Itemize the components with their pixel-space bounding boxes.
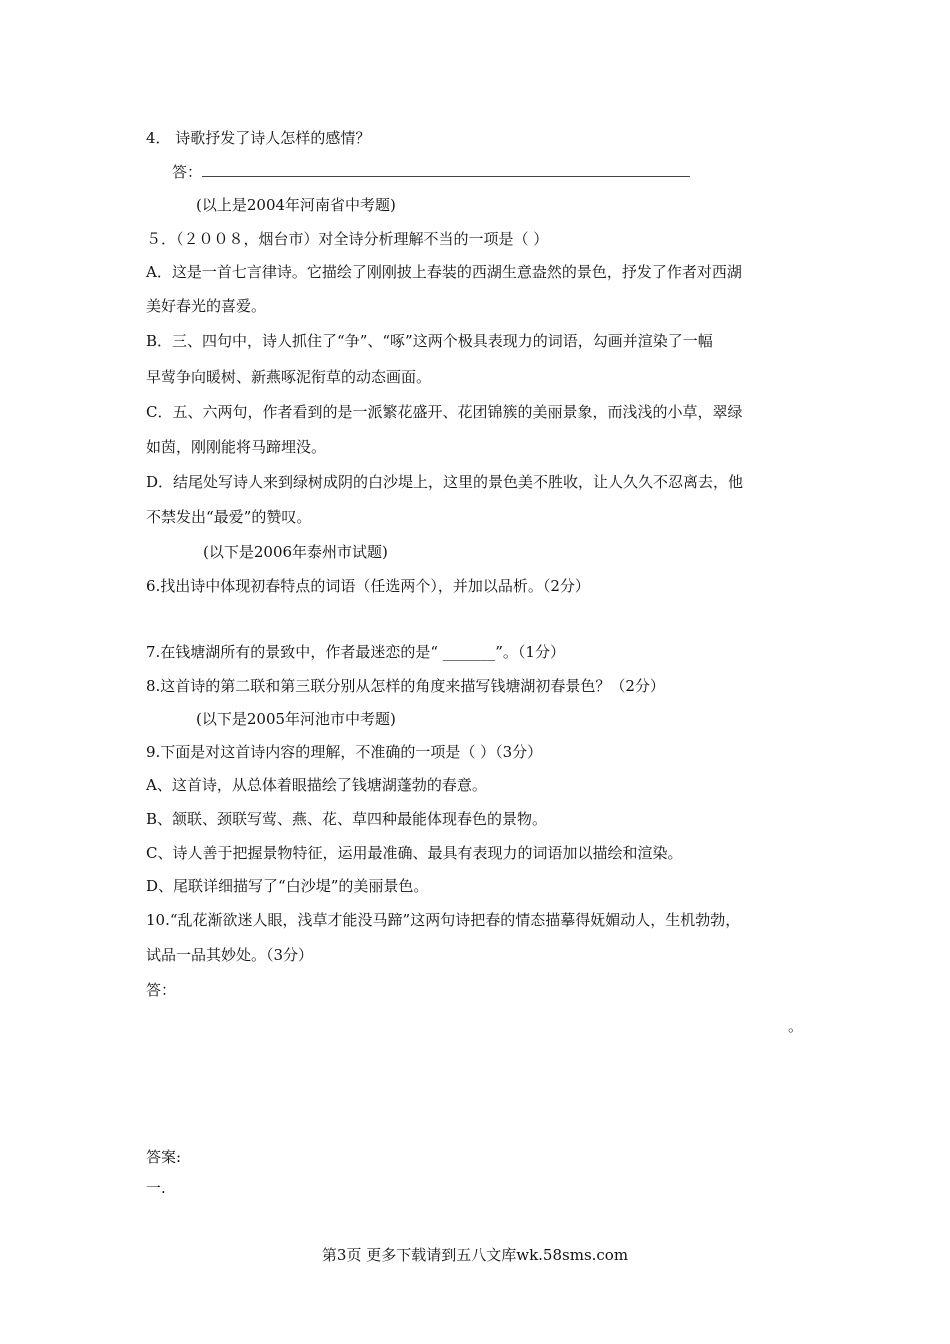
q5-option-c-line1: C．五、六两句，作者看到的是一派繁花盛开、花团锦簇的美丽景象，而浅浅的小草，翠绿 [146, 403, 743, 421]
q10-line1: 10.“乱花渐欲迷人眼，浅草才能没马蹄”这两句诗把春的情态描摹得妩媚动人，生机勃勃， [146, 911, 741, 929]
q4-answer-label: 答： [172, 163, 203, 181]
note-2005: (以下是2005年河池市中考题) [196, 710, 396, 728]
q4-answer-line [172, 162, 690, 182]
q5-option-d-line2: 不禁发出“最爱”的赞叹。 [146, 508, 312, 526]
q7-text-after: ”。（1分） [495, 643, 565, 661]
answers-section-one: 一. [146, 1179, 166, 1197]
q7-text-before: 7.在钱塘湖所有的景致中，作者最迷恋的是“ [146, 643, 443, 661]
note-2004: (以上是2004年河南省中考题) [196, 196, 396, 214]
q9-option-c: C、诗人善于把握景物特征，运用最准确、最具有表现力的词语加以描绘和渲染。 [146, 844, 683, 862]
page-footer: 第3页 更多下载请到五八文库wk.58sms.com [321, 1246, 629, 1264]
q4-question: 4． 诗歌抒发了诗人怎样的感情？ [146, 129, 371, 147]
q5-option-c-line2: 如茵，刚刚能将马蹄埋没。 [146, 438, 327, 456]
q5-option-b-line1: B．三、四句中，诗人抓住了“争”、“啄”这两个极具表现力的词语，勾画并渲染了一幅 [146, 332, 713, 350]
q5-option-d-line1: D．结尾处写诗人来到绿树成阴的白沙堤上，这里的景色美不胜收，让人久久不忍离去，他 [146, 473, 744, 491]
q10-answer-label: 答： [146, 981, 177, 999]
q5-option-a-line2: 美好春光的喜爱。 [146, 297, 267, 315]
q10-line2: 试品一品其妙处。（3分） [146, 946, 314, 964]
q5-option-a-line1: A．这是一首七言律诗。它描绘了刚刚披上春装的西湖生意盎然的景色，抒发了作者对西湖 [146, 263, 742, 281]
q9-option-d: D、尾联详细描写了“白沙堤”的美丽景色。 [146, 877, 429, 895]
note-2006: (以下是2006年泰州市试题) [203, 543, 388, 561]
answers-heading: 答案: [146, 1148, 182, 1166]
q7-blank: _______ [442, 643, 496, 661]
q5-option-b-line2: 早莺争向暖树、新燕啄泥衔草的动态画面。 [146, 368, 432, 386]
q8-question: 8.这首诗的第二联和第三联分别从怎样的角度来描写钱塘湖初春景色？（2分） [146, 677, 665, 695]
q10-answer-period: 。 [788, 1017, 804, 1035]
q9-option-b: B、颔联、颈联写莺、燕、花、草四种最能体现春色的景物。 [146, 810, 548, 828]
q9-option-a: A、这首诗，从总体着眼描绘了钱塘湖蓬勃的春意。 [146, 776, 487, 794]
q7-question [146, 642, 565, 662]
q5-stem: ５．（２００８，烟台市）对全诗分析理解不当的一项是（ ） [146, 230, 549, 248]
q4-answer-blank [202, 162, 690, 177]
q6-question: 6.找出诗中体现初春特点的词语（任选两个），并加以品析。（2分） [146, 577, 590, 595]
q9-stem: 9.下面是对这首诗内容的理解，不准确的一项是（ ）（3分） [146, 743, 543, 761]
